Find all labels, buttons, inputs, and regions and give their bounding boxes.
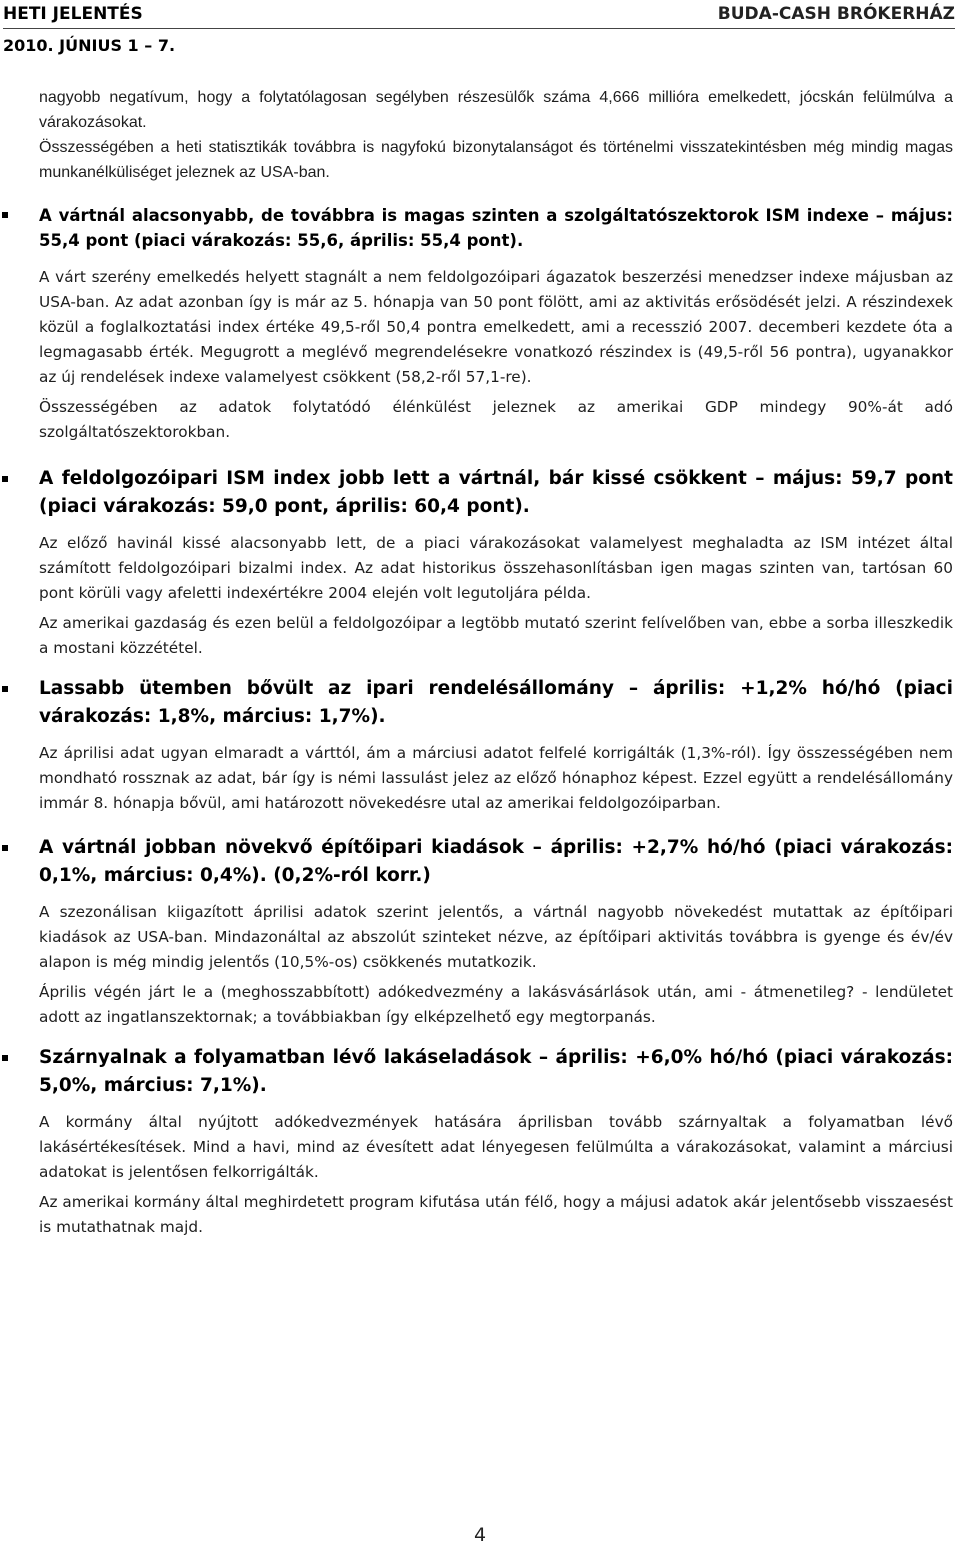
bullet-icon [2,212,8,218]
section-manufacturing-ism [39,465,953,661]
section-paragraph: A várt szerény emelkedés helyett stagnált a nem feldolgozóipari ágazatok beszerzési menedzser indexe májusban az USA-ban. Az adat azonban így is már az 5. hónapja van 50 pont fölött, ami az aktivitás erősödését jelzi. A részindexek közül a foglalkoztatási index értéke 49,5-ről 50,4 pontra emelkedett, ami a recesszió 2007. decemberi kezdete óta a legmagasabb érték. Megugrott a meglévő megrendelésekre vonatkozó részindex is (49,5-ről 56 pontra), ugyanakkor az új rendelések indexe valamelyest csökkent (58,2-ről 57,1-re). [39,268,953,386]
bullet-icon [2,476,8,482]
document-body [39,85,953,1240]
section-heading: A vártnál alacsonyabb, de továbbra is magas szinten a szolgáltatószektorok ISM indexe – május: 55,4 pont (piaci várakozás: 55,6, április: 55,4 pont). [39,206,953,250]
intro-paragraph: Összességében a heti statisztikák továbbra is nagyfokú bizonytalanságot és történelmi visszatekintésben még mindig magas munkanélküliséget jeleznek az USA-ban. [39,139,953,181]
section-heading: A feldolgozóipari ISM index jobb lett a vártnál, bár kissé csökkent – május: 59,7 pont (piaci várakozás: 59,0 pont, április: 60,4 pont). [39,468,953,517]
section-paragraph: Összességében az adatok folytatódó élénkülést jeleznek az amerikai GDP mindegy 90%-át adó szolgáltatószektorokban. [39,398,953,441]
section-services-ism [39,203,953,445]
page-header [3,2,955,29]
page-number: 4 [473,1524,487,1546]
section-pending-home-sales [39,1044,953,1240]
section-construction-spending [39,834,953,1030]
section-paragraph: Az amerikai gazdaság és ezen belül a feldolgozóipar a legtöbb mutató szerint felívelőben van, ebbe a sorba illeszkedik a mostani közzététel. [39,614,953,657]
section-paragraph: Az előző havinál kissé alacsonyabb lett, de a piaci várakozásokat valamelyest meghaladta az ISM intézet által számított feldolgozóipari bizalmi index. Az adat historikus összehasonlításban igen magas szinten van, tartósan 60 pont körüli vagy afeletti indexértékre 2004 elején volt legutoljára példa. [39,534,953,602]
report-date: 2010. JÚNIUS 1 – 7. [3,36,176,55]
section-paragraph: A kormány által nyújtott adókedvezmények hatására áprilisban tovább szárnyaltak a folyamatban lévő lakásértékesítések. Mind a havi, mind az évesített adat lényegesen felülmúlta a várakozásokat, valamint a márciusi adatokat is jelentősen felkorrigálták. [39,1113,953,1181]
bullet-icon [2,845,8,851]
bullet-icon [2,686,8,692]
section-heading: Szárnyalnak a folyamatban lévő lakáseladások – április: +6,0% hó/hó (piaci várakozás: 5,0%, március: 7,1%). [39,1047,953,1096]
section-heading: Lassabb ütemben bővült az ipari rendelésállomány – április: +1,2% hó/hó (piaci várakozás: 1,8%, március: 1,7%). [39,678,953,727]
bullet-icon [2,1055,8,1061]
section-paragraph: Az áprilisi adat ugyan elmaradt a várttól, ám a márciusi adatot felfelé korrigálták (1,3%-ról). Így összességében nem mondható rossznak az adat, bár így is némi lassulást jelez az előző hónaphoz képest. Ezzel együtt a rendelésállomány immár 8. hónapja bővül, ami határozott növekedésre utal az amerikai feldolgozóiparban. [39,744,953,812]
section-paragraph: A szezonálisan kiigazított áprilisi adatok szerint jelentős, a vártnál nagyobb növekedést mutattak az építőipari kiadások az USA-ban. Mindazonáltal az abszolút szinteket nézve, az építőipari aktivitás továbbra is gyenge és év/év alapon is még mindig jelentős (10,5%-os) csökkenés mutatkozik. [39,903,953,971]
section-paragraph: Az amerikai kormány által meghirdetett program kifutása után félő, hogy a májusi adatok akár jelentősebb visszaesést is mutathatnak majd. [39,1193,953,1236]
section-heading: A vártnál jobban növekvő építőipari kiadások – április: +2,7% hó/hó (piaci várakozás: 0,1%, március: 0,4%). (0,2%-ról korr.) [39,837,953,886]
intro-paragraph: nagyobb negatívum, hogy a folytatólagosan segélyben részesülők száma 4,666 millióra emelkedett, jócskán felülmúlva a várakozásokat. [39,89,953,131]
section-paragraph: Április végén járt le a (meghosszabbított) adókedvezmény a lakásvásárlások után, ami - átmenetileg? - lendületet adott az ingatlanszektornak; a továbbiakban így elképzelhető egy megtorpanás. [39,983,953,1026]
company-name: BUDA-CASH BRÓKERHÁZ [717,4,955,24]
report-title: HETI JELENTÉS [3,4,143,24]
section-factory-orders [39,675,953,816]
